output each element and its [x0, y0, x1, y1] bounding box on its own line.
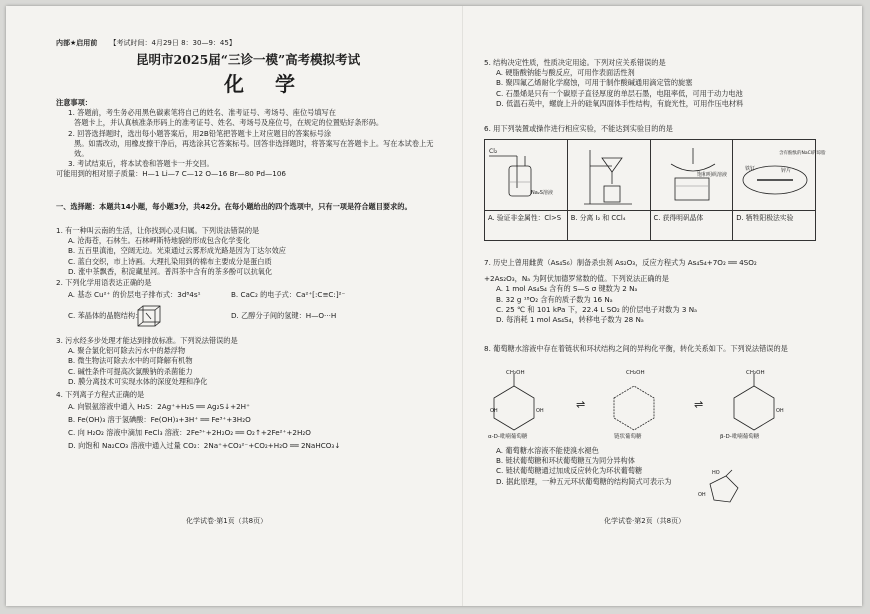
question-3	[56, 336, 446, 387]
label-chain: 链状葡萄糖	[614, 434, 642, 440]
evaporating-dish-icon	[653, 142, 731, 208]
label-cl2: Cl₂	[489, 148, 498, 155]
q8-options	[484, 446, 824, 487]
section-1-title: 一、选择题：本题共14小题，每小题3分，共42分。在每小题给出的四个选项中，只有一项是符合题目要求的。	[56, 202, 412, 211]
question-4	[56, 390, 446, 452]
q4-stem: 4. 下列离子方程式正确的是	[56, 390, 145, 399]
q8-option-d: D. 据此原理，一种五元环状葡萄糖的结构简式可表示为	[496, 476, 672, 486]
q8-option-a: A. 葡萄糖水溶液不能使溴水褪色	[496, 446, 599, 455]
benzene-crystal-cell-icon	[136, 304, 162, 328]
q5-option-c: C. 石墨烯是只有一个碳原子直径厚度的单层石墨，电阻率低，可用于动力电池	[496, 88, 743, 98]
q4-option-a: A. 向银氨溶液中通入 H₂S：2Ag⁺+H₂S ══ Ag₂S↓+2H⁺	[68, 402, 250, 412]
q3-stem: 3. 污水经多步处理才能达到排放标准。下列说法错误的是	[56, 336, 238, 345]
q6-stem: 6. 用下列装置或操作进行相应实验，不能达到实验目的的是	[484, 124, 673, 133]
label-nail: 铁钉	[745, 166, 756, 172]
notice-3: 3. 考试结束后，将本试卷和答题卡一并交回。	[68, 159, 214, 169]
petri-dish-icon	[735, 142, 826, 208]
atomic-masses: 可能用到的相对原子质量：H—1 Li—7 C—12 O—16 Br—80 Pd—106	[56, 169, 286, 179]
notice-block	[56, 98, 446, 180]
page-2-footer: 化学试卷·第2页（共8页）	[604, 517, 686, 525]
svg-text:⇌: ⇌	[694, 398, 704, 411]
svg-text:CH₂OH: CH₂OH	[506, 370, 525, 376]
q2-stem: 2. 下列化学用语表达正确的是	[56, 278, 152, 287]
q4-option-c: C. 向 H₂O₂ 溶液中滴加 FeCl₃ 溶液：2Fe³⁺+2H₂O₂ ══ O₂↑+2Fe²⁺+2H₂O	[68, 428, 311, 438]
exam-time: 【考试时间：4月29日 8：30—9：45】	[109, 39, 236, 47]
question-8	[484, 344, 824, 354]
question-2	[56, 278, 446, 330]
svg-text:HO: HO	[712, 470, 720, 476]
label-alpha: α-D-吡喃葡萄糖	[488, 434, 528, 440]
q7-option-d: D. 每消耗 1 mol As₄S₄，转移电子数为 28 Nₐ	[496, 315, 644, 325]
subject-title: 化 学	[224, 72, 307, 96]
question-1	[56, 226, 446, 277]
svg-text:OH: OH	[490, 408, 498, 414]
q2-option-a: A. 基态 Cu²⁺ 的价层电子排布式：3d⁸4s¹	[68, 290, 201, 300]
q3-option-b: B. 微生物法可除去水中的可降解有机物	[68, 356, 193, 366]
confidential-label: 内部★启用前	[56, 39, 98, 47]
q6-option-d: D. 牺牲阳极法实验	[733, 210, 815, 240]
q1-option-d: D. 涨中茶飘香，积淀藏星河。普洱茶中含有的茶多酚可以抗氧化	[68, 266, 273, 276]
q6-option-a: A. 验证非金属性：Cl>S	[485, 210, 567, 240]
q1-stem: 1. 有一种叫云南的生活，让你找到心灵归属。下列说法错误的是	[56, 226, 260, 235]
gas-washing-bottle-icon	[487, 142, 565, 208]
q6-option-c: C. 获得明矾晶体	[651, 210, 733, 240]
notice-1: 1. 答题前，考生务必用黑色碳素笔将自己的姓名、准考证号、考场号、座位号填写在	[68, 108, 336, 118]
q6-cell-b	[568, 140, 651, 240]
label-zinc: 锌片	[781, 168, 792, 174]
q4-option-d: D. 向饱和 Na₂CO₃ 溶液中通入过量 CO₂：2Na⁺+CO₃²⁻+CO₂+H₂O ══ 2NaHCO₃↓	[68, 441, 341, 451]
q8-stem: 8. 葡萄糖水溶液中存在着链状和环状结构之间的异构化平衡，转化关系如下。下列说法错误的是	[484, 344, 788, 353]
center-fold	[462, 6, 463, 606]
q2-option-d: D. 乙醇分子间的氢键：H—O···H	[231, 311, 337, 321]
label-agar: 含有酚酞的NaCl的琼脂	[779, 151, 826, 156]
svg-text:⇌: ⇌	[576, 398, 586, 411]
question-7	[484, 258, 824, 325]
q5-option-d: D. 低温石英中，螺旋上升的硅氧四面体手性结构，有旋光性，可用作压电材料	[496, 98, 744, 108]
q3-option-c: C. 碱性条件可提高次氯酸钠的杀菌能力	[68, 366, 193, 376]
q5-option-a: A. 硬脂酸钠能与酸反应，可用作表面活性剂	[496, 68, 635, 78]
page-1-footer: 化学试卷·第1页（共8页）	[186, 517, 268, 525]
notice-2-cont: 黑。如需改动，用橡皮擦干净后，再选涂其它答案标号。回答非选择题时，将答案写在答题卡上。写在本试卷上无效。	[74, 138, 434, 159]
q3-option-d: D. 膜分离技术可实现水体的深度处理和净化	[68, 376, 208, 386]
notice-1-cont: 答题卡上，并认真核准条形码上的准考证号、姓名、考场号及座位号，在规定的位置贴好条形码。	[74, 118, 384, 128]
q1-option-b: B. 五百里滇池，空阔无边。光束通过云雾形成光路是因为丁达尔效应	[68, 246, 286, 256]
notice-2: 2. 回答选择题时，选出每小题答案后，用2B铅笔把答题卡上对应题目的答案标号涂	[68, 128, 332, 138]
funnel-stand-icon	[570, 142, 648, 208]
q7-option-c: C. 25 ℃ 和 101 kPa 下，22.4 L SO₂ 的价层电子对数为 3 Nₐ	[496, 304, 697, 314]
section-1	[56, 202, 446, 212]
q6-cell-a	[485, 140, 568, 240]
label-beta: β-D-吡喃葡萄糖	[720, 434, 760, 440]
q6-cell-d	[733, 140, 826, 240]
q3-option-a: A. 聚合氯化铝可除去污水中的悬浮物	[68, 346, 186, 356]
q8-option-c: C. 链状葡萄糖通过加成反应转化为环状葡萄糖	[496, 466, 643, 476]
svg-text:OH: OH	[776, 408, 784, 414]
label-alum: 饱和明矾溶液	[696, 172, 727, 178]
q6-cell-c	[651, 140, 734, 240]
q5-option-b: B. 聚四氟乙烯耐化学腐蚀，可用于制作酸碱通用滴定管的旋塞	[496, 78, 693, 88]
svg-text:CH₂OH: CH₂OH	[626, 370, 645, 376]
q1-option-a: A. 沧海苍，石林生。石林岬斯特地貌的形成包含化学变化	[68, 236, 250, 246]
q7-option-a: A. 1 mol As₄S₄ 含有的 S—S σ 键数为 2 Nₐ	[496, 284, 638, 294]
question-6	[484, 124, 824, 134]
q5-stem: 5. 结构决定性质，性质决定用途。下列对应关系错误的是	[484, 58, 666, 67]
question-5	[484, 58, 824, 109]
q7-stem: 7. 历史上曾用雌黄（As₄S₆）制备杀虫剂 As₂O₃，反应方程式为 As₄S₄+7O₂ ══ 4SO₂	[484, 258, 757, 267]
furanose-structure-icon	[692, 468, 752, 508]
q7-stem-cont: +2As₂O₃，Nₐ 为阿伏加德罗常数的值。下列说法正确的是	[484, 274, 669, 284]
q6-apparatus-table	[484, 139, 826, 241]
q2-option-c: C. 苯晶体的晶胞结构：	[68, 311, 143, 321]
page-2	[484, 6, 824, 606]
header-left	[56, 38, 236, 48]
exam-title: 昆明市2025届“三诊一模”高考模拟考试	[136, 52, 361, 67]
label-na2s: Na₂S溶液	[531, 190, 553, 196]
q1-option-c: C. 蓝白交织，市上诗画。大理扎染用到的棉布主要成分是蛋白质	[68, 256, 272, 266]
q7-option-b: B. 32 g ¹⁸O₂ 含有的质子数为 16 Nₐ	[496, 294, 613, 304]
q2-option-b: B. CaC₂ 的电子式：Ca²⁺[:C≡C:]²⁻	[231, 290, 346, 300]
notice-title: 注意事项：	[56, 98, 92, 107]
page-1	[56, 6, 446, 606]
q4-option-b: B. Fe(OH)₃ 溶于氢碘酸：Fe(OH)₃+3H⁺ ══ Fe³⁺+3H₂O	[68, 415, 251, 425]
svg-text:OH: OH	[536, 408, 544, 414]
glucose-equilibrium-diagram	[484, 368, 814, 440]
q8-option-b: B. 链状葡萄糖和环状葡萄糖互为同分异构体	[496, 456, 635, 466]
exam-sheet	[6, 6, 862, 606]
svg-text:CH₂OH: CH₂OH	[746, 370, 765, 376]
q6-option-b: B. 分离 I₂ 和 CCl₄	[568, 210, 650, 240]
svg-text:OH: OH	[698, 492, 706, 498]
